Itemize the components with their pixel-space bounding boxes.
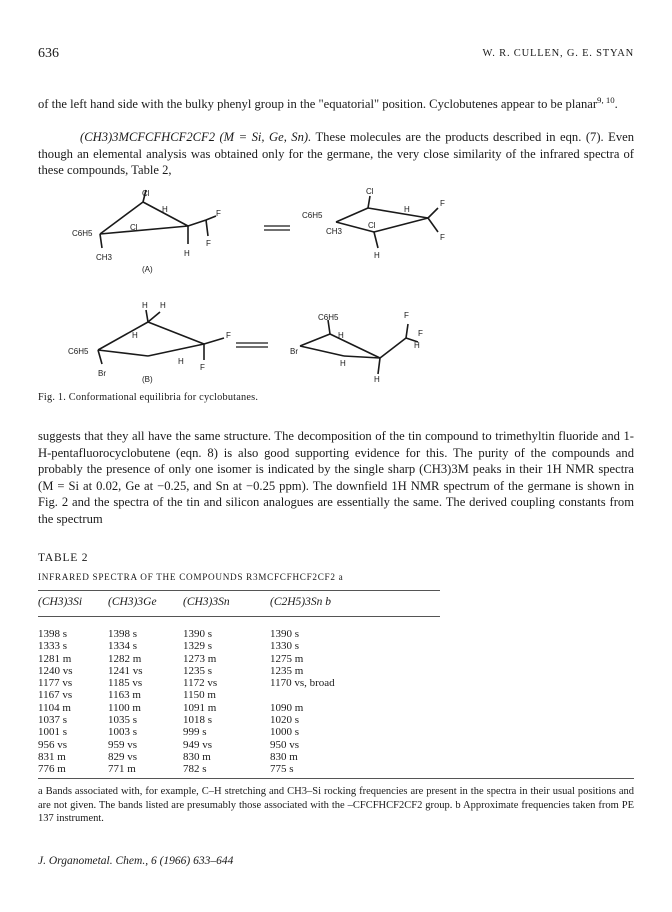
table-cell: 1185 vs: [108, 677, 143, 690]
table-cell: 776 m: [38, 763, 66, 776]
table-cell: 1020 s: [270, 714, 300, 727]
label-c6h5-a1: C6H5: [72, 229, 93, 238]
label-f-a1: F: [216, 209, 221, 218]
table-cell: 1100 m: [108, 701, 141, 714]
table-cell: 1000 s: [270, 726, 300, 739]
table-cell: 830 m: [270, 750, 298, 763]
column-header: (C2H5)3Sn b: [270, 596, 332, 608]
label-f-a2: F: [440, 199, 445, 208]
label-br-b2: Br: [290, 347, 298, 356]
label-cl-a1: Cl: [142, 189, 150, 198]
table-top-rule: [38, 590, 440, 591]
label-h-a2: H: [404, 205, 410, 214]
paragraph-1-text: of the left hand side with the bulky phenyl group in the "equatorial" position. Cyclobutenes appear to be planar: [38, 97, 598, 112]
table-row: [38, 726, 458, 738]
table-cell: 1282 m: [108, 652, 142, 665]
label-h-a1: H: [162, 205, 168, 214]
table-cell: 1001 s: [38, 726, 68, 739]
table-cell: 956 vs: [38, 738, 68, 751]
table-cell: 1334 s: [108, 640, 138, 653]
table-cell: 1018 s: [183, 714, 213, 727]
table-cell: 1170 vs, broad: [270, 677, 335, 690]
label-f-b1b: F: [200, 363, 205, 372]
table-cell: 959 vs: [108, 738, 138, 751]
label-h-b1d: H: [178, 357, 184, 366]
label-ch3-a2: CH3: [326, 227, 343, 236]
conformation-diagram: [38, 188, 634, 398]
page-number: 636: [38, 46, 59, 61]
table-row: [38, 653, 458, 665]
label-c6h5-b1: C6H5: [68, 347, 89, 356]
table-bottom-rule: [38, 778, 634, 779]
column-header: (CH3)3Sn: [183, 596, 230, 608]
label-f-a1b: F: [206, 239, 211, 248]
table-cell: 1398 s: [108, 628, 138, 640]
paragraph-1: of the left hand side with the bulky phenyl group in the "equatorial" position. Cyclobutenes appear to be planar$^{9, 10}$.: [38, 95, 618, 112]
table-cell: 1104 m: [38, 701, 71, 714]
table-row: [38, 689, 458, 701]
label-f-b1: F: [226, 331, 231, 340]
label-ch3-a1: CH3: [96, 253, 113, 262]
table-cell: 1241 vs: [108, 664, 143, 677]
table-cell: 1150 m: [183, 689, 216, 702]
equilibrium-arrow-b: [236, 343, 268, 347]
table-row: [38, 640, 458, 652]
table-header-rule: [38, 616, 440, 617]
table-row: [38, 702, 458, 714]
table-cell: 829 vs: [108, 750, 138, 763]
table-cell: 1235 s: [183, 664, 213, 677]
label-h-b2d: H: [374, 375, 380, 384]
table-cell: 1240 vs: [38, 664, 73, 677]
label-a: (A): [142, 265, 153, 274]
journal-page: [38, 0, 634, 912]
table-cell: 831 m: [38, 750, 66, 763]
column-header: (CH3)3Si: [38, 596, 83, 608]
label-c6h5-b2: C6H5: [318, 313, 339, 322]
table-label: TABLE 2: [38, 552, 89, 564]
table-cell: 1329 s: [183, 640, 213, 653]
label-h-b2c: H: [414, 341, 420, 350]
table-cell: 1273 m: [183, 652, 217, 665]
table-cell: 1167 vs: [38, 689, 73, 702]
paragraph-2: [38, 129, 634, 179]
label-h-b1b: H: [160, 301, 166, 310]
table-row: [38, 739, 458, 751]
figure-caption: Fig. 1. Conformational equilibria for cyclobutanes.: [38, 392, 259, 403]
label-cl-a1b: Cl: [130, 223, 138, 232]
table-cell: 782 s: [183, 763, 207, 776]
table-cell: 1037 s: [38, 714, 68, 727]
paragraph-3: suggests that they all have the same structure. The decomposition of the tin compound to trimethyltin fluoride and 1-H-pentafluorocyclobutene (eqn. 8) is also good supporting evidence for this. The purity of the compounds and probably the presence of only one isomer is indicated by the single sharp (CH3)3M peaks in their 1H NMR spectra (M = Si at 0.02, Ge at −0.25, and Sn at −0.25 ppm). The downfield 1H NMR spectrum of the germane is shown in Fig. 2 and the spectra of the tin and silicon analogues are essentially the same. The derived coupling constants from the spectrum: [38, 429, 634, 526]
label-f-b2b: F: [418, 329, 423, 338]
label-cl-a2b: Cl: [368, 221, 376, 230]
table-cell: 1177 vs: [38, 677, 73, 690]
conformer-a-left: [100, 190, 216, 248]
figure-1: [38, 188, 634, 398]
equilibrium-arrow-a: [264, 226, 290, 230]
label-f-a2b: F: [440, 233, 445, 242]
conformer-a-right: [336, 196, 438, 248]
table-cell: 830 m: [183, 750, 211, 763]
table-cell: 775 s: [270, 763, 294, 776]
table-title: INFRARED SPECTRA OF THE COMPOUNDS R3MCFCFHCF2CF2 a: [38, 572, 344, 582]
table-cell: 1035 s: [108, 714, 138, 727]
table-cell: 1003 s: [108, 726, 138, 739]
table-cell: 771 m: [108, 763, 136, 776]
table-cell: 999 s: [183, 726, 207, 739]
table-row: [38, 677, 458, 689]
label-br-b1: Br: [98, 369, 106, 378]
table-body: [38, 628, 458, 776]
column-header: (CH3)3Ge: [108, 596, 157, 608]
conformer-b-right: [300, 320, 418, 374]
table-header: [38, 596, 440, 612]
table-cell: 1281 m: [38, 652, 72, 665]
compound-heading: (CH3)3MCFCFHCF2CF2 (M = Si, Ge, Sn).: [80, 130, 312, 144]
label-h-b2: H: [338, 331, 344, 340]
table-cell: 1090 m: [270, 701, 304, 714]
table-cell: 1390 s: [183, 628, 213, 640]
label-h-a2b: H: [374, 251, 380, 260]
table-cell: 1091 m: [183, 701, 217, 714]
label-f-b2: F: [404, 311, 409, 320]
table-cell: 950 vs: [270, 738, 300, 751]
citation-refs: 9, 10: [597, 95, 615, 105]
label-h-b1c: H: [132, 331, 138, 340]
table-row: [38, 628, 458, 640]
table-row: [38, 763, 458, 775]
table-footnote: a Bands associated with, for example, C–H stretching and CH3–Si rocking frequencies are present in the spectra in their usual positions and are not given. The bands listed are presumably those associated with the –CFCFHCF2CF2 group. b Approximate frequencies taken from PE 137 instrument.: [38, 786, 634, 824]
table-cell: 1390 s: [270, 628, 300, 640]
label-c6h5-a2: C6H5: [302, 211, 323, 220]
table-cell: 1330 s: [270, 640, 300, 653]
label-h-b2b: H: [340, 359, 346, 368]
label-h-b1: H: [142, 301, 148, 310]
table-cell: 1163 m: [108, 689, 141, 702]
table-row: [38, 665, 458, 677]
table-cell: 1235 m: [270, 664, 304, 677]
journal-citation: J. Organometal. Chem., 6 (1966) 633–644: [38, 855, 234, 867]
paragraph-2-text: These molecules are the products described in eqn. (7). Even though an elemental analysis was obtained only for the germane, the very close similarity of the infrared spectra of these compounds, Table 2,: [38, 130, 635, 178]
table-cell: 1172 vs: [183, 677, 218, 690]
table-cell: 1333 s: [38, 640, 68, 653]
table-cell: 949 vs: [183, 738, 213, 751]
label-b: (B): [142, 375, 153, 384]
table-row: [38, 714, 458, 726]
table-cell: 1275 m: [270, 652, 304, 665]
label-h-a1b: H: [184, 249, 190, 258]
label-cl-a2: Cl: [366, 188, 374, 196]
table-cell: 1398 s: [38, 628, 68, 640]
running-head: W. R. CULLEN, G. E. STYAN: [482, 48, 634, 59]
conformer-b-left: [98, 310, 224, 364]
page-header: [38, 46, 634, 66]
table-row: [38, 751, 458, 763]
